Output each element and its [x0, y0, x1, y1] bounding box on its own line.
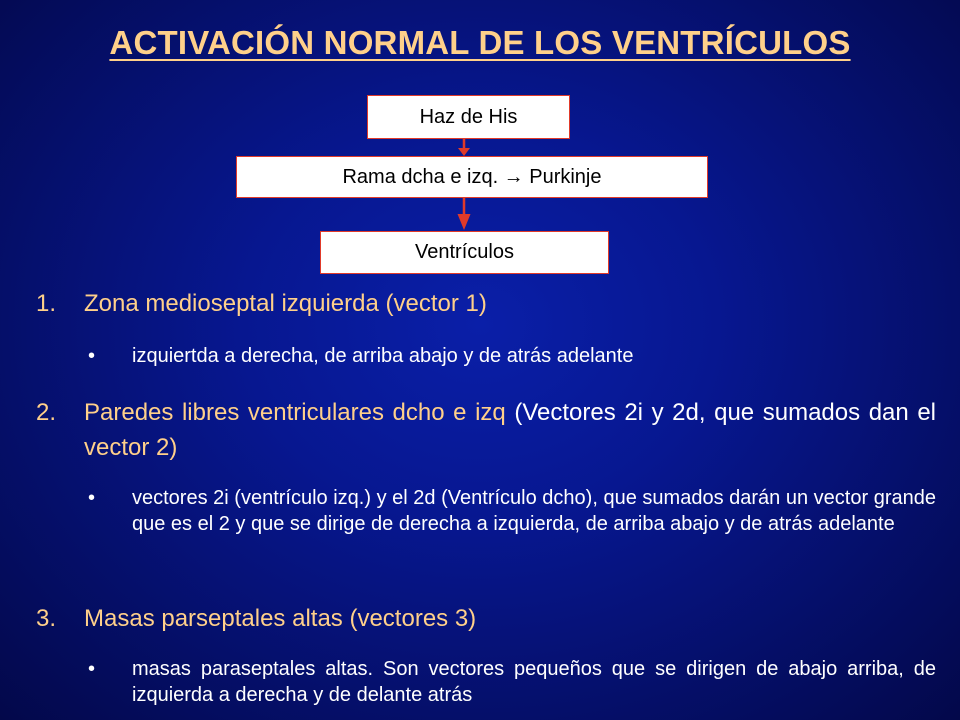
list-item-3 [36, 601, 936, 636]
flow-arrow-1 [456, 139, 472, 157]
item-number: 3. [36, 605, 57, 632]
list-item-2 [36, 395, 936, 465]
bullet-item-3 [88, 656, 936, 708]
bullet-dot: • [88, 345, 96, 367]
bullet-item-2 [88, 485, 936, 537]
list-item-1 [36, 286, 936, 321]
flow-box-rama: Rama dcha e izq. → Purkinje [236, 156, 708, 198]
item-number: 1. [36, 290, 57, 317]
flow-box-haz-de-his: Haz de His [367, 95, 570, 139]
item-heading-part-a: Paredes libres ventriculares dcho e izq [84, 399, 506, 426]
bullet-text: izquiertda a derecha, de arriba abajo y de atrás adelante [132, 345, 634, 367]
item-heading-part-b: (Vectores 2i y 2d, que sumados dan el [505, 399, 936, 426]
bullet-text: masas paraseptales altas. Son vectores pequeños que se dirigen de abajo arriba, de izquierda a derecha y de delante atrás [132, 658, 936, 706]
item-heading [84, 395, 936, 465]
item-number: 2. [36, 399, 57, 426]
item-heading-part-c: vector 2) [84, 434, 178, 461]
page-title: ACTIVACIÓN NORMAL DE LOS VENTRÍCULOS [109, 24, 851, 61]
item-heading: Zona medioseptal izquierda (vector 1) [84, 290, 487, 317]
flow-box-ventriculos: Ventrículos [320, 231, 609, 274]
flow-arrow-2 [456, 198, 472, 231]
bullet-text: vectores 2i (ventrículo izq.) y el 2d (Ventrículo dcho), que sumados darán un vector grande que es el 2 y que se dirige de derecha a izquierda, de arriba abajo y de atrás adelante [132, 487, 936, 535]
bullet-dot: • [88, 658, 96, 680]
bullet-dot: • [88, 487, 96, 509]
item-heading: Masas parseptales altas (vectores 3) [84, 605, 477, 632]
bullet-item-1 [88, 343, 936, 369]
